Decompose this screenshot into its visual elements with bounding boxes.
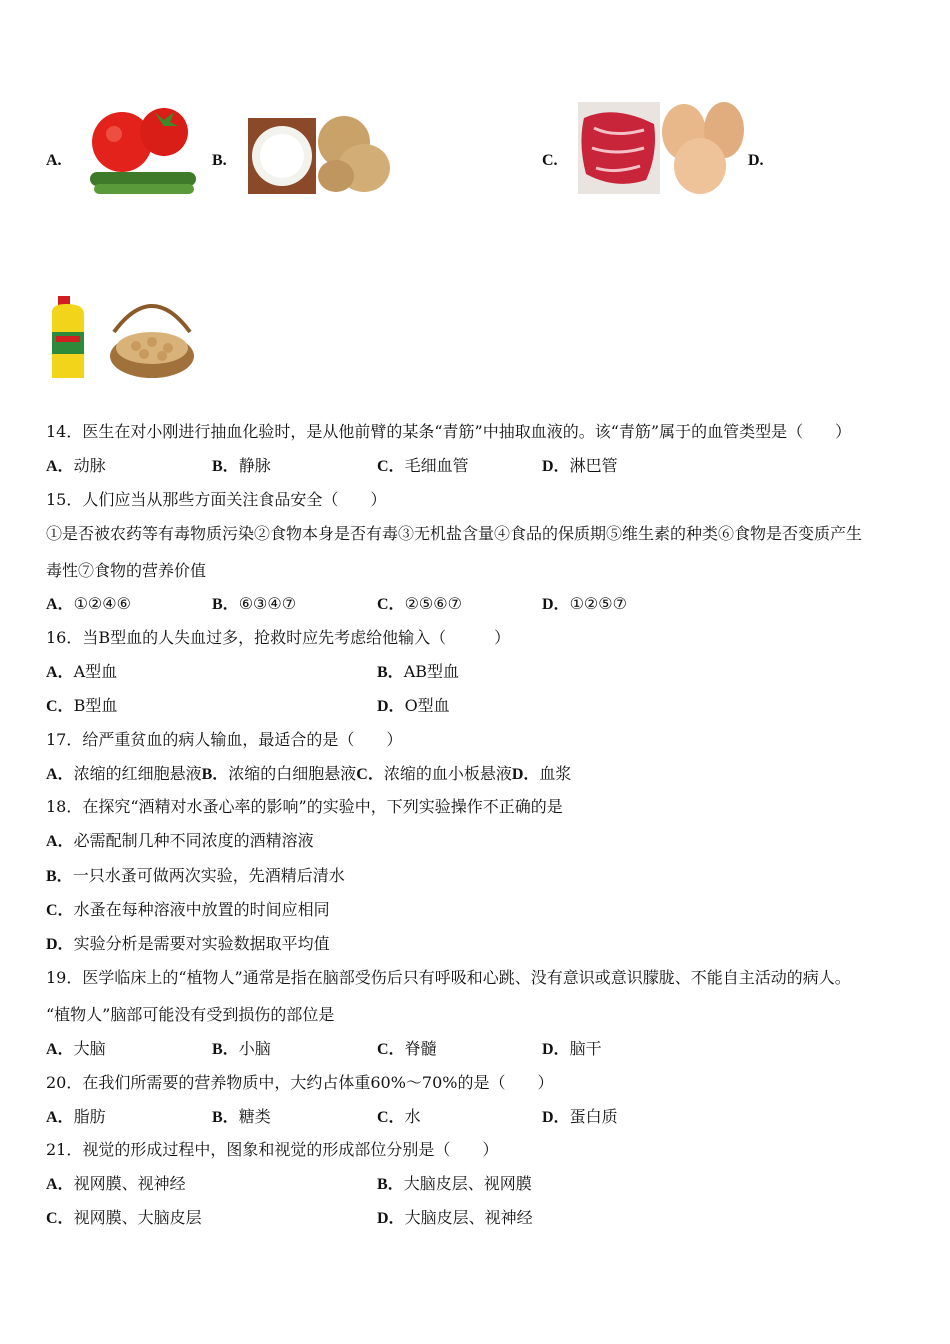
option-label: B． — [212, 596, 239, 613]
option-text: 静脉 — [238, 456, 271, 475]
option-text: AB型血 — [403, 662, 460, 681]
q21-option-b — [377, 1174, 532, 1195]
option-label: B． — [212, 1041, 239, 1058]
q18-option-c — [46, 900, 330, 921]
option-text: 必需配制几种不同浓度的酒精溶液 — [73, 831, 314, 850]
meat-eggs-image — [578, 98, 744, 196]
option-text: 实验分析是需要对实验数据取平均值 — [73, 934, 330, 953]
option-label: C． — [377, 458, 405, 475]
option-text: ①②⑤⑦ — [569, 594, 627, 613]
q15-statement-line1: ①是否被农药等有毒物质污染②食物本身是否有毒③无机盐含量④食品的保质期⑤维生素的种类⑥食物是否变质产生 — [46, 524, 863, 543]
q14-option-c — [377, 456, 469, 477]
option-label: B． — [377, 664, 404, 681]
q21-option-a — [46, 1174, 186, 1195]
q19-option-c — [377, 1039, 437, 1060]
q21-option-c — [46, 1208, 202, 1229]
option-label: B． — [46, 868, 73, 885]
option-label: C． — [377, 596, 405, 613]
option-text: 浓缩的红细胞悬液 — [73, 764, 202, 783]
option-label: A． — [46, 1041, 74, 1058]
option-text: 视网膜、大脑皮层 — [73, 1208, 202, 1227]
option-text: 小脑 — [238, 1039, 271, 1058]
option-label: D． — [542, 458, 570, 475]
q14-stem: 14．医生在对小刚进行抽血化验时，是从他前臂的某条“青筋”中抽取血液的。该“青筋”属于的血管类型是（ ） — [46, 422, 852, 441]
option-label: B． — [201, 766, 229, 783]
option-label: B． — [212, 458, 239, 475]
q15-option-d — [542, 594, 627, 615]
q15-option-c — [377, 594, 462, 615]
q16-stem: 16．当B型血的人失血过多，抢救时应先考虑给他输入（ ） — [46, 628, 511, 647]
option-label: C． — [377, 1109, 405, 1126]
q14-option-b — [212, 456, 271, 477]
option-label: C． — [356, 766, 384, 783]
option-text: A型血 — [73, 662, 118, 681]
q19-option-d — [542, 1039, 602, 1060]
q21-stem: 21．视觉的形成过程中，图象和视觉的形成部位分别是（ ） — [46, 1140, 499, 1159]
q20-option-b — [212, 1107, 271, 1128]
option-text: 脊髓 — [404, 1039, 437, 1058]
option-text: B型血 — [73, 696, 118, 715]
option-label: A． — [46, 766, 74, 783]
option-text: 血浆 — [539, 764, 572, 783]
option-label: A． — [46, 596, 74, 613]
option-label: A． — [46, 458, 74, 475]
option-label: D． — [542, 596, 570, 613]
option-label: B． — [212, 1109, 239, 1126]
option-label: A． — [46, 833, 74, 850]
option-text: 脂肪 — [73, 1107, 106, 1126]
oil-peanuts-image — [48, 292, 198, 382]
option-text: 蛋白质 — [569, 1107, 618, 1126]
q18-stem: 18．在探究“酒精对水蚤心率的影响”的实验中，下列实验操作不正确的是 — [46, 797, 563, 816]
option-text: 大脑 — [73, 1039, 106, 1058]
q16-option-b — [377, 662, 459, 683]
q18-option-b — [46, 866, 345, 887]
option-text: 大脑皮层、视网膜 — [403, 1174, 532, 1193]
option-label: D． — [542, 1109, 570, 1126]
q17-options — [46, 764, 571, 785]
q13-option-d-label: D. — [748, 152, 764, 169]
q16-option-c — [46, 696, 117, 717]
q13-option-b-label: B. — [212, 152, 227, 169]
option-text: 大脑皮层、视神经 — [404, 1208, 533, 1227]
option-label: D． — [511, 766, 540, 783]
q13-option-c-label: C. — [542, 152, 558, 169]
option-text: 视网膜、视神经 — [73, 1174, 186, 1193]
q21-option-d — [377, 1208, 533, 1229]
q18-option-a — [46, 831, 314, 852]
q16-option-a — [46, 662, 117, 683]
option-text: 动脉 — [73, 456, 106, 475]
q20-option-c — [377, 1107, 421, 1128]
option-text: 淋巴管 — [569, 456, 618, 475]
option-label: D． — [377, 698, 405, 715]
option-label: A． — [46, 1109, 74, 1126]
option-text: 浓缩的血小板悬液 — [383, 764, 512, 783]
option-text: 水蚤在每种溶液中放置的时间应相同 — [73, 900, 330, 919]
q18-option-d — [46, 934, 330, 955]
q19-option-a — [46, 1039, 106, 1060]
option-label: D． — [46, 936, 74, 953]
q15-statement-line2: 毒性⑦食物的营养价值 — [46, 561, 207, 580]
option-label: C． — [46, 1210, 74, 1227]
option-label: D． — [377, 1210, 405, 1227]
option-text: ①②④⑥ — [73, 594, 131, 613]
q15-stem: 15．人们应当从那些方面关注食品安全（ ） — [46, 490, 387, 509]
option-label: C． — [377, 1041, 405, 1058]
q20-option-a — [46, 1107, 106, 1128]
q20-option-d — [542, 1107, 618, 1128]
option-label: A． — [46, 664, 74, 681]
q19-stem: 19．医学临床上的“植物人”通常是指在脑部受伤后只有呼吸和心跳、没有意识或意识朦胧、不能自主活动的病人。 — [46, 968, 851, 987]
rice-potato-image — [248, 108, 392, 196]
q15-option-b — [212, 594, 296, 615]
q16-option-d — [377, 696, 450, 717]
option-text: O型血 — [404, 696, 450, 715]
q19-option-b — [212, 1039, 271, 1060]
option-text: 毛细血管 — [404, 456, 469, 475]
option-label: C． — [46, 698, 74, 715]
option-text: 水 — [404, 1107, 421, 1126]
option-label: D． — [542, 1041, 570, 1058]
q14-option-d — [542, 456, 618, 477]
option-label: C． — [46, 902, 74, 919]
option-text: 浓缩的白细胞悬液 — [228, 764, 357, 783]
q20-stem: 20．在我们所需要的营养物质中，大约占体重60%～70%的是（ ） — [46, 1073, 554, 1092]
option-text: 脑干 — [569, 1039, 602, 1058]
option-text: ②⑤⑥⑦ — [404, 594, 462, 613]
option-text: ⑥③④⑦ — [238, 594, 297, 613]
option-label: B． — [377, 1176, 404, 1193]
q17-stem: 17．给严重贫血的病人输血，最适合的是（ ） — [46, 730, 403, 749]
q13-option-a-label: A. — [46, 152, 62, 169]
option-text: 糖类 — [238, 1107, 271, 1126]
q19-stem-line2: “植物人”脑部可能没有受到损伤的部位是 — [46, 1005, 335, 1024]
q14-option-a — [46, 456, 106, 477]
option-label: A． — [46, 1176, 74, 1193]
option-text: 一只水蚤可做两次实验，先酒精后清水 — [72, 866, 345, 885]
q15-option-a — [46, 594, 131, 615]
tomato-cucumber-image — [84, 104, 202, 196]
